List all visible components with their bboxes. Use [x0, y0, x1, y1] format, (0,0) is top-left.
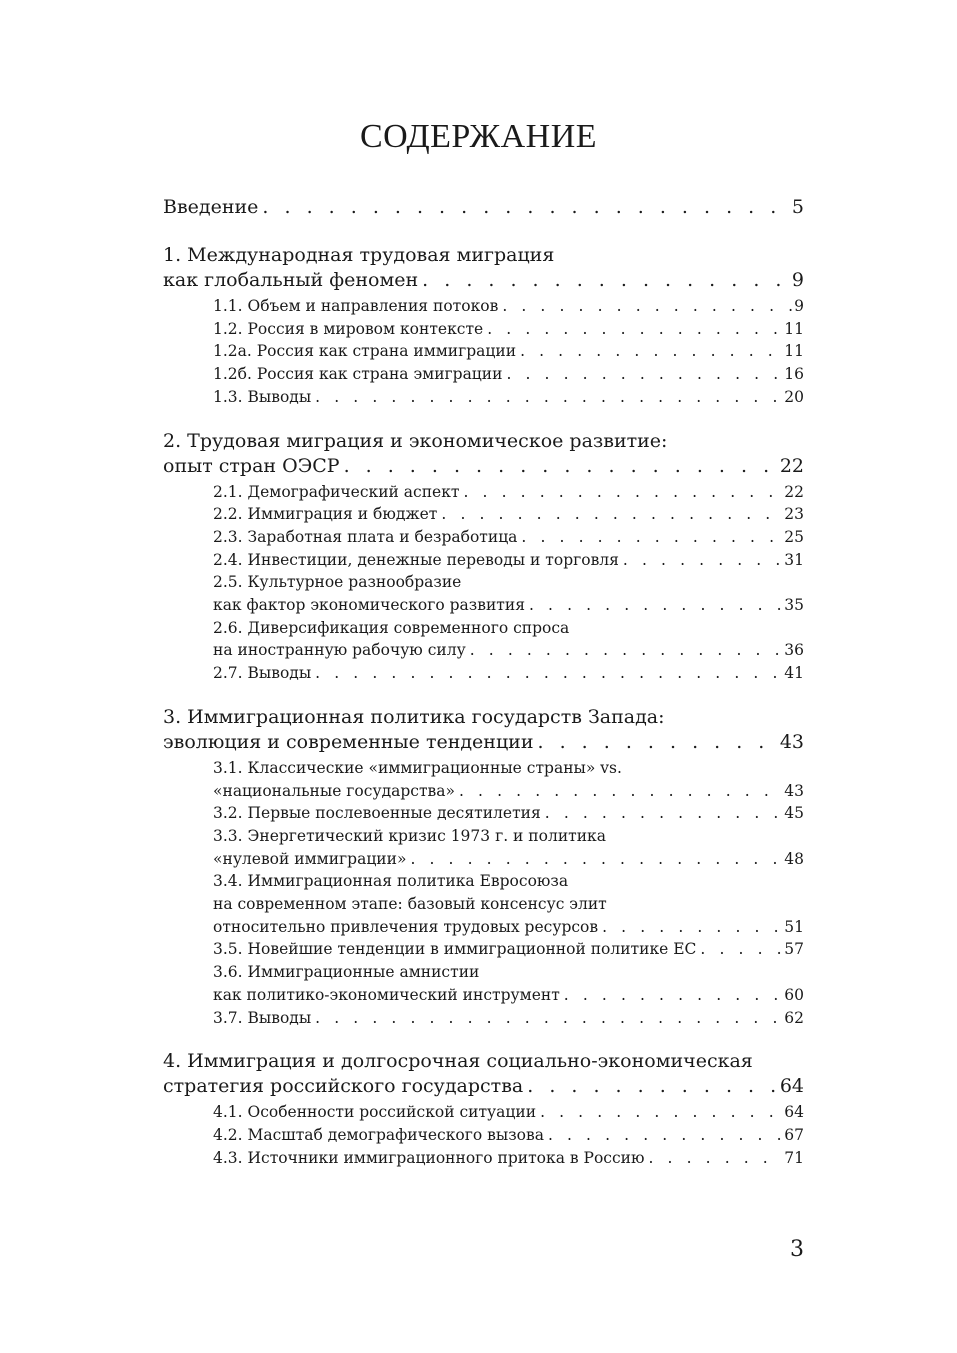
toc-entry-label: 3.2. Первые послевоенные десятилетия [213, 804, 541, 823]
leader-dots [529, 594, 782, 617]
toc-entry-section-line: 3.4. Иммиграционная политика Евросоюза [213, 872, 569, 891]
leader-dots [564, 984, 782, 1007]
toc-entry-section[interactable] [213, 916, 804, 939]
toc-page-number: 11 [784, 319, 804, 338]
chapter-list [163, 243, 804, 1169]
leader-dots [545, 802, 783, 825]
leader-dots [538, 730, 778, 755]
toc-entry-section-line: 2.6. Диверсификация современного спроса [213, 618, 570, 637]
toc-entry-section[interactable] [213, 594, 804, 617]
toc-entry-label: 2.1. Демографический аспект [213, 482, 460, 501]
toc-entry-label: стратегия российского государства [163, 1075, 524, 1098]
toc-page-number: 62 [784, 1008, 804, 1027]
toc-entry-section-line: 2.5. Культурное разнообразие [213, 573, 462, 592]
toc-chapter [163, 429, 804, 685]
toc-entry-label: эволюция и современные тенденции [163, 730, 534, 753]
toc-page-number: 25 [784, 527, 804, 546]
toc-entry-label: 1.2. Россия в мировом контексте [213, 319, 484, 338]
toc-chapter [163, 1049, 804, 1169]
toc-entry-section[interactable] [213, 295, 804, 318]
toc-entry-section[interactable] [213, 340, 804, 363]
toc-entry-label: 2.3. Заработная плата и безработица [213, 527, 518, 546]
toc-page-number: 45 [784, 804, 804, 823]
toc-section-list [163, 1101, 804, 1169]
toc-entry-section[interactable] [213, 639, 804, 662]
toc-entry-section[interactable] [213, 984, 804, 1007]
toc-entry-chapter[interactable] [163, 268, 804, 293]
leader-dots [315, 386, 782, 409]
toc-section-list [163, 481, 804, 685]
toc-entry-chapter-line: 1. Международная трудовая миграция [163, 244, 555, 266]
toc-entry-chapter-line: 4. Иммиграция и долгосрочная социально-экономическая [163, 1050, 753, 1073]
toc-page-number: 71 [784, 1148, 804, 1167]
leader-dots [527, 1074, 778, 1099]
toc-entry-section[interactable] [213, 1124, 804, 1147]
toc-entry-label: 3.7. Выводы [213, 1008, 312, 1027]
toc-page-number: 57 [784, 940, 804, 959]
table-of-contents [163, 195, 804, 1169]
toc-page-number: 36 [784, 641, 804, 660]
toc-entry-label: как политико-экономический инструмент [213, 985, 560, 1004]
leader-dots [502, 295, 792, 318]
toc-entry-chapter-line: 3. Иммиграционная политика государств Запада: [163, 705, 665, 728]
toc-page-number: 43 [784, 781, 804, 800]
toc-entry-label: 2.7. Выводы [213, 664, 312, 683]
toc-entry-section[interactable] [213, 318, 804, 341]
leader-dots [422, 268, 790, 293]
leader-dots [315, 1007, 782, 1030]
toc-entry-section-line: 3.6. Иммиграционные амнистии [213, 963, 480, 982]
toc-entry-label: «нулевой иммиграции» [213, 849, 407, 868]
toc-entry-section[interactable] [213, 1147, 804, 1170]
toc-entry-section[interactable] [213, 802, 804, 825]
toc-entry-section[interactable] [213, 848, 804, 871]
toc-entry-label: 1.3. Выводы [213, 387, 312, 406]
leader-dots [602, 916, 782, 939]
toc-entry-label: 2.2. Иммиграция и бюджет [213, 505, 438, 524]
toc-page-number: 23 [784, 505, 804, 524]
toc-entry-label: Введение [163, 196, 259, 218]
toc-page-number: 43 [779, 730, 804, 753]
toc-page-number: 67 [784, 1125, 804, 1144]
leader-dots [262, 195, 789, 220]
toc-entry-label: относительно привлечения трудовых ресурсов [213, 917, 599, 936]
leader-dots [487, 318, 782, 341]
toc-entry-label: 4.1. Особенности российской ситуации [213, 1103, 537, 1122]
toc-page-number: 35 [784, 596, 804, 615]
leader-dots [521, 526, 782, 549]
toc-page-number: 20 [784, 387, 804, 406]
toc-section-list [163, 757, 804, 1029]
leader-dots [344, 454, 778, 479]
toc-entry-section[interactable] [213, 363, 804, 386]
leader-dots [506, 363, 782, 386]
toc-entry-chapter[interactable] [163, 454, 804, 479]
toc-entry-section[interactable] [213, 662, 804, 685]
toc-page-number: 64 [779, 1075, 804, 1098]
leader-dots [410, 848, 782, 871]
toc-entry-label: 1.2б. Россия как страна эмиграции [213, 365, 503, 384]
toc-entry-intro[interactable] [163, 195, 804, 220]
toc-entry-label: 1.2а. Россия как страна иммиграции [213, 342, 517, 361]
leader-dots [548, 1124, 782, 1147]
toc-entry-chapter-line: 2. Трудовая миграция и экономическое развитие: [163, 429, 668, 452]
toc-page-number: 48 [784, 849, 804, 868]
toc-page-number: 60 [784, 985, 804, 1004]
toc-page-number: 11 [784, 342, 804, 361]
toc-entry-label: опыт стран ОЭСР [163, 454, 340, 477]
toc-entry-label: 4.3. Источники иммиграционного притока в Россию [213, 1148, 645, 1167]
toc-entry-label: 4.2. Масштаб демографического вызова [213, 1125, 544, 1144]
leader-dots [520, 340, 782, 363]
leader-dots [315, 662, 782, 685]
toc-entry-section[interactable] [213, 1101, 804, 1124]
toc-entry-label: как фактор экономического развития [213, 596, 525, 615]
toc-entry-section[interactable] [213, 780, 804, 803]
toc-entry-section[interactable] [213, 526, 804, 549]
toc-page-number: 31 [784, 550, 804, 569]
leader-dots [623, 549, 782, 572]
toc-page-number: 51 [784, 917, 804, 936]
toc-entry-label: на иностранную рабочую силу [213, 641, 466, 660]
toc-page-number: 22 [779, 454, 804, 477]
toc-entry-section-line: на современном этапе: базовый консенсус элит [213, 895, 607, 914]
leader-dots [470, 639, 783, 662]
toc-section-list [163, 295, 804, 409]
toc-entry-section[interactable] [213, 386, 804, 409]
page-title: СОДЕРЖАНИЕ [359, 118, 598, 155]
toc-entry-label: «национальные государства» [213, 781, 455, 800]
leader-dots [648, 1147, 782, 1170]
toc-entry-section[interactable] [213, 938, 804, 961]
leader-dots [459, 780, 782, 803]
toc-entry-label: 2.4. Инвестиции, денежные переводы и торговля [213, 550, 619, 569]
toc-entry-chapter[interactable] [163, 730, 804, 755]
toc-chapter [163, 243, 804, 409]
toc-entry-label: 1.1. Объем и направления потоков [213, 297, 499, 315]
leader-dots [441, 503, 782, 526]
toc-page-number: 22 [784, 482, 804, 501]
toc-page-number: 9 [794, 297, 804, 315]
toc-entry-section-line: 3.1. Классические «иммиграционные страны» vs. [213, 758, 622, 777]
toc-entry-section[interactable] [213, 503, 804, 526]
toc-page-number: 64 [784, 1103, 804, 1122]
toc-entry-label: 3.5. Новейшие тенденции в иммиграционной политике ЕС [213, 940, 697, 959]
toc-chapter [163, 705, 804, 1029]
toc-page-number: 41 [784, 664, 804, 683]
toc-page-number: 9 [791, 269, 804, 291]
toc-page-number: 16 [784, 365, 804, 384]
leader-dots [700, 938, 782, 961]
toc-entry-section-line: 3.3. Энергетический кризис 1973 г. и политика [213, 826, 606, 845]
leader-dots [540, 1101, 782, 1124]
toc-entry-section[interactable] [213, 1007, 804, 1030]
toc-page-number: 5 [791, 196, 804, 218]
leader-dots [463, 481, 782, 504]
toc-entry-section[interactable] [213, 481, 804, 504]
toc-entry-label: как глобальный феномен [163, 269, 419, 291]
toc-entry-chapter[interactable] [163, 1074, 804, 1099]
toc-entry-section[interactable] [213, 549, 804, 572]
page-number: 3 [790, 1237, 804, 1262]
